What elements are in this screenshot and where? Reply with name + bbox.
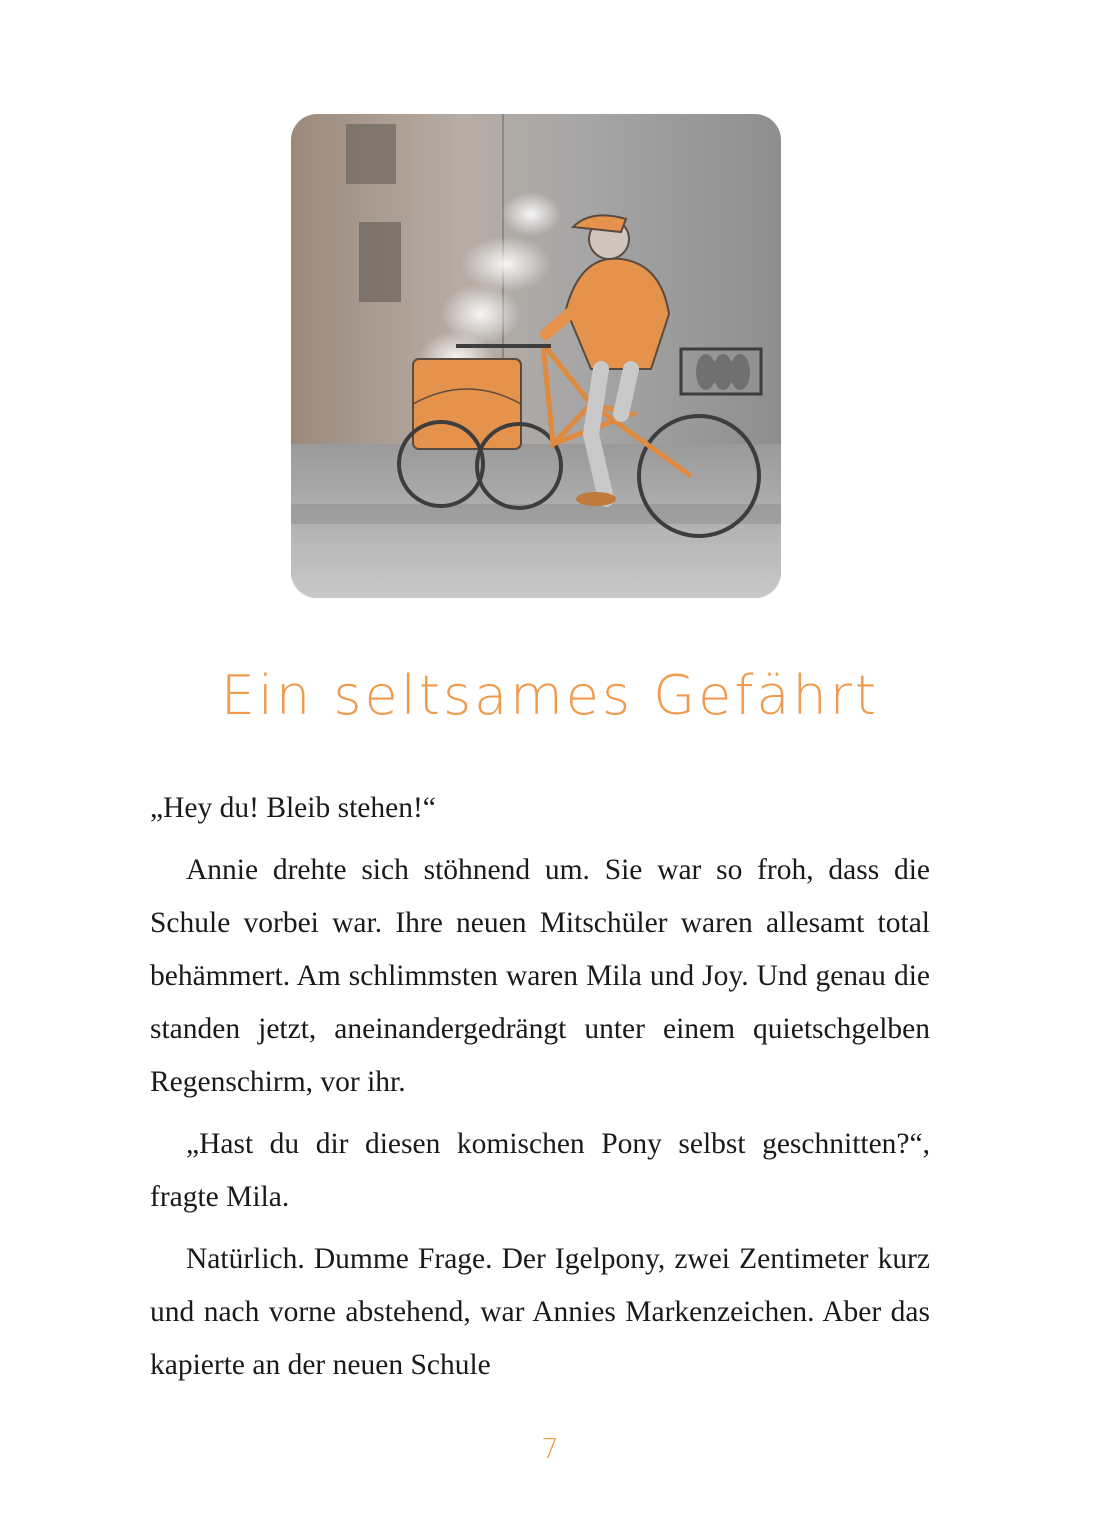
- paragraph: Natürlich. Dumme Frage. Der Igelpony, zwei Zentimeter kurz und nach vorne abstehend, war Annies Markenzeichen. Aber das kapierte an der neuen Schule: [150, 1243, 930, 1381]
- chapter-title: Ein seltsames Gefährt: [220, 664, 880, 727]
- paragraph: „Hast du dir diesen komischen Pony selbst geschnitten?“, fragte Mila.: [150, 1128, 930, 1213]
- body-text: [150, 782, 930, 1401]
- chapter-illustration: [291, 114, 781, 598]
- paragraph: „Hey du! Bleib stehen!“: [150, 792, 436, 824]
- page-number: 7: [541, 1432, 559, 1465]
- paragraph: Annie drehte sich stöhnend um. Sie war so froh, dass die Schule vorbei war. Ihre neuen Mitschüler waren allesamt total behämmert. Am schlimmsten waren Mila und Joy. Und genau die standen jetzt, aneinandergedrängt unter einem quietschgelben Regenschirm, vor ihr.: [150, 854, 930, 1098]
